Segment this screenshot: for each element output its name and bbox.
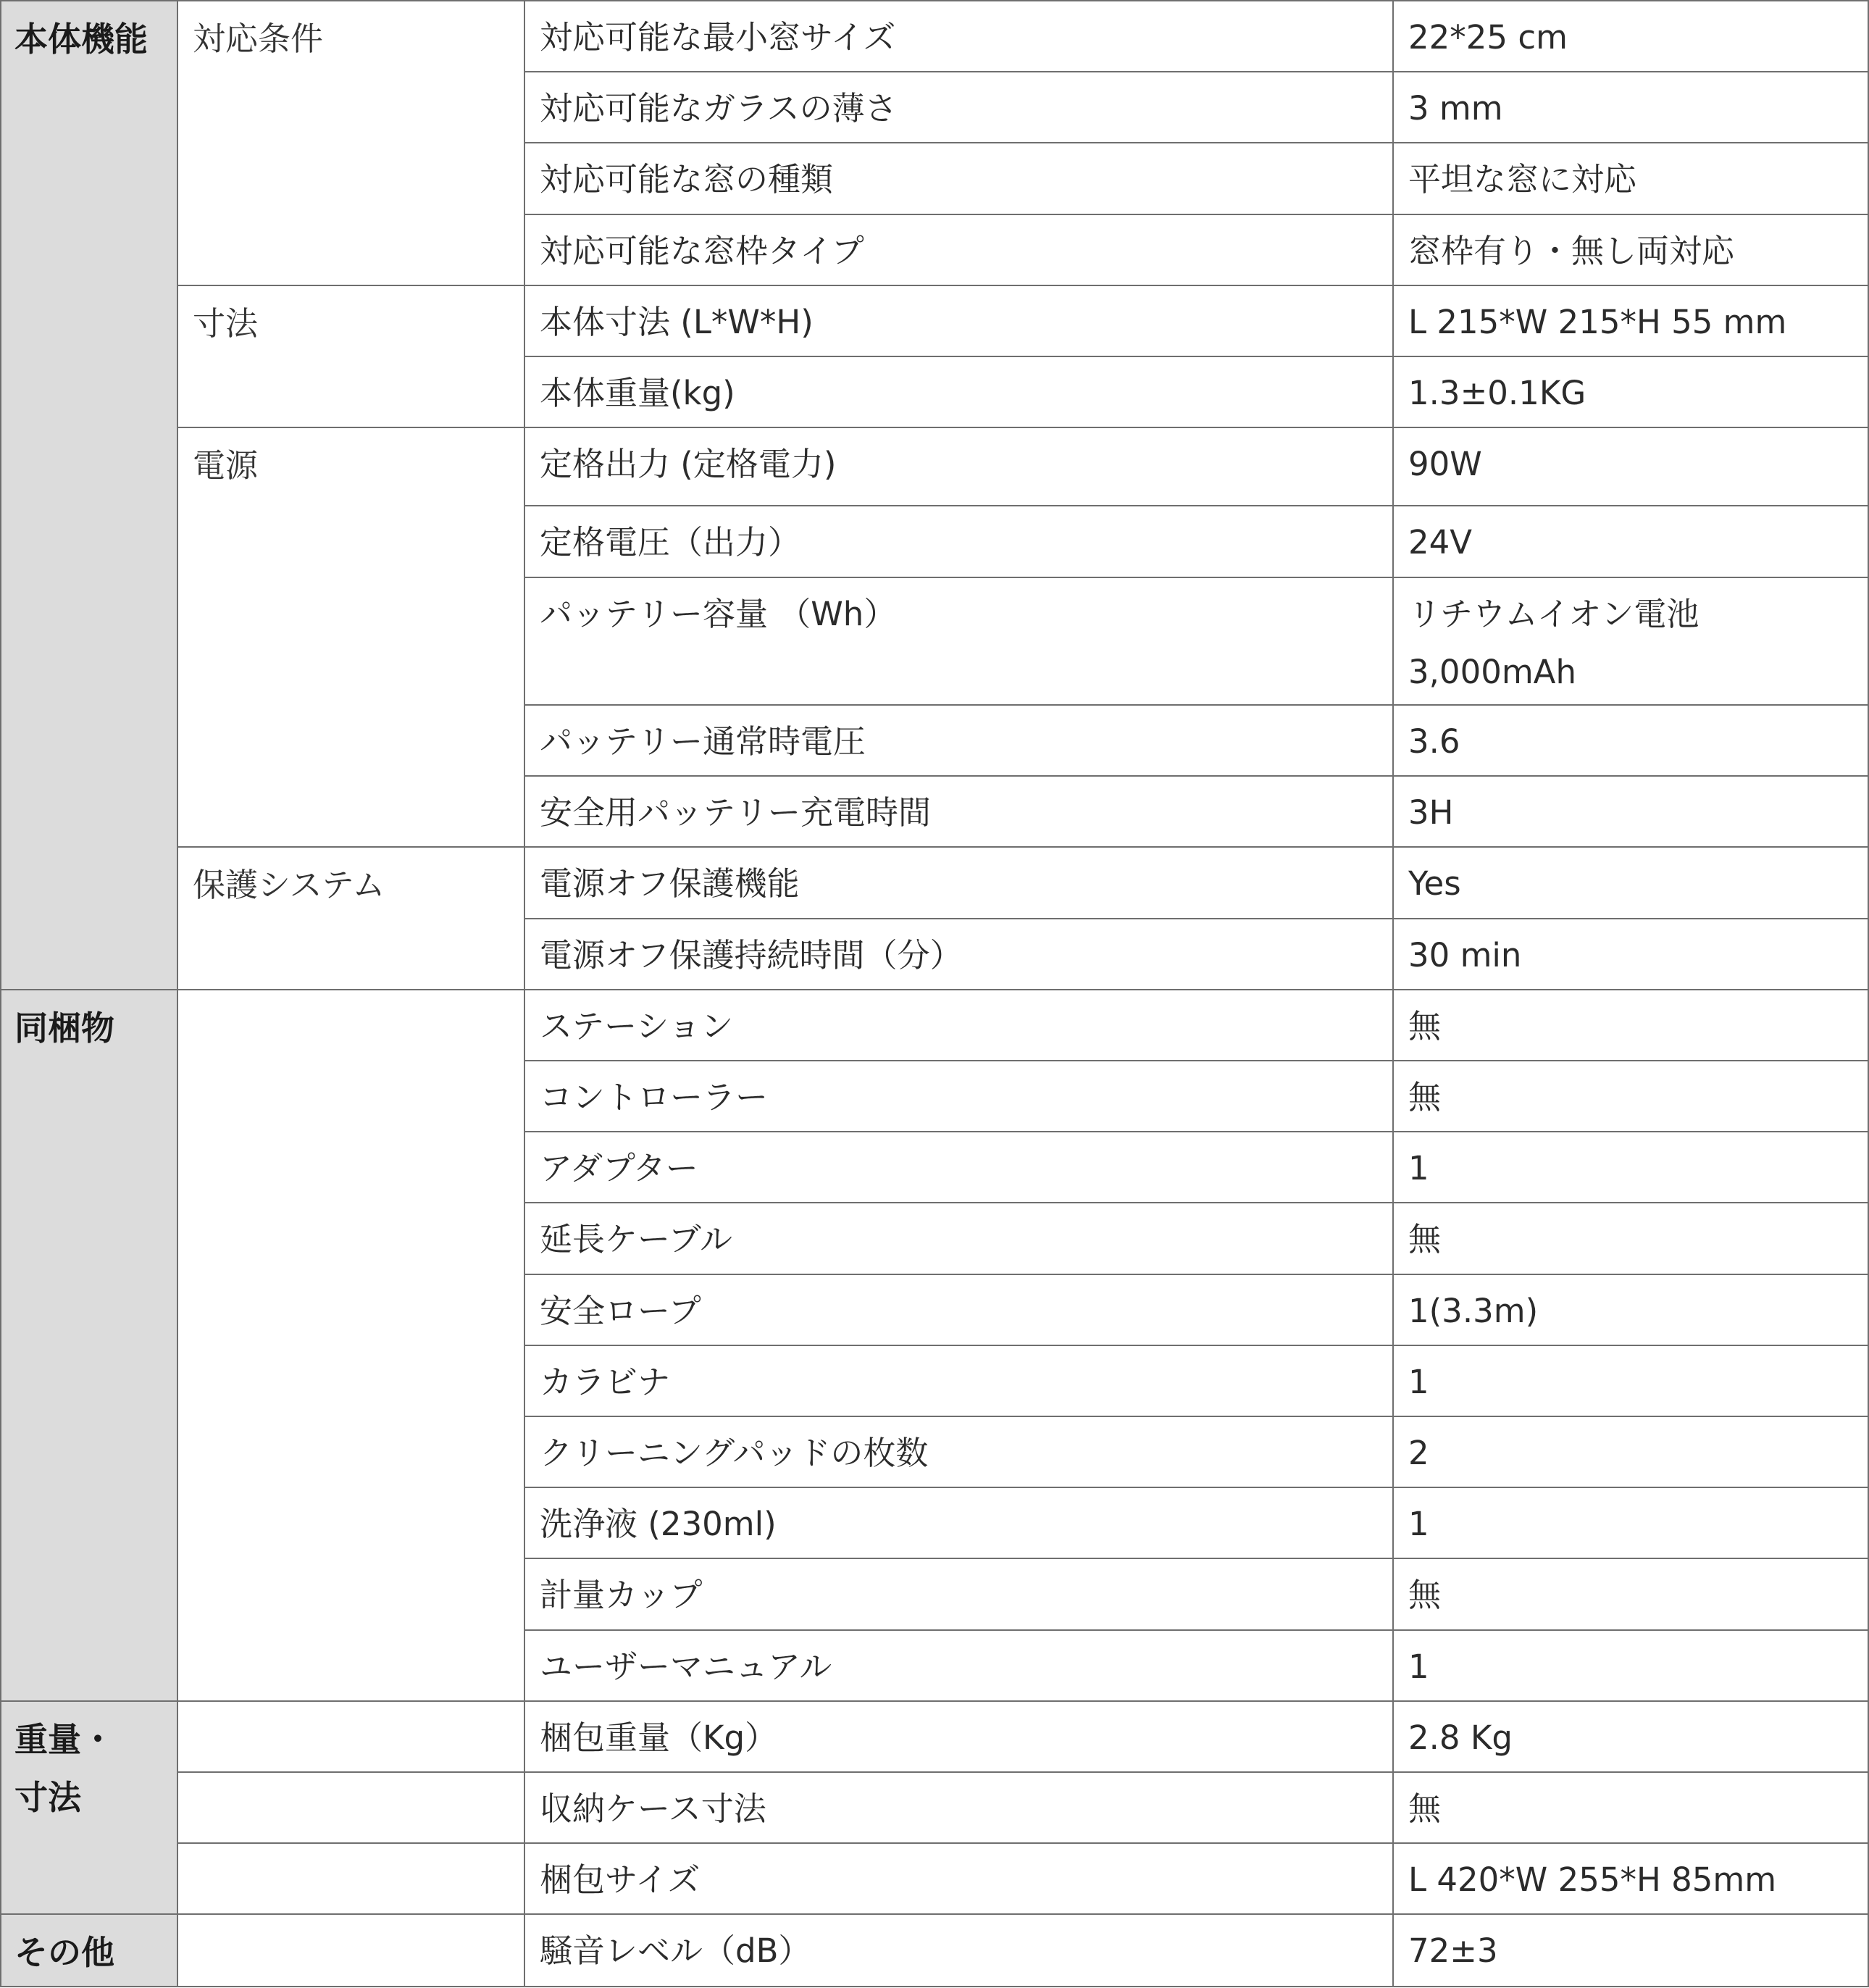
row-label: 安全用パッテリー充電時間	[524, 776, 1393, 847]
row-label: 対応可能なガラスの薄さ	[524, 72, 1393, 143]
row-value: 24V	[1393, 506, 1868, 577]
section-header-other: その他	[1, 1914, 177, 1987]
row-label: パッテリー容量 （Wh）	[524, 577, 1393, 705]
table-row	[1, 1843, 1868, 1914]
row-label: 本体重量(kg)	[524, 356, 1393, 427]
row-label: 安全ロープ	[524, 1274, 1393, 1345]
row-value: 無	[1393, 1558, 1868, 1629]
table-row	[1, 1, 1868, 72]
row-label: ユーザーマニュアル	[524, 1630, 1393, 1701]
row-label: カラビナ	[524, 1345, 1393, 1416]
row-label: 計量カップ	[524, 1558, 1393, 1629]
row-label: 電源オフ保護機能	[524, 847, 1393, 918]
table-row	[1, 285, 1868, 356]
row-label: 騒音レベル（dB）	[524, 1914, 1393, 1987]
subsection-empty	[177, 1701, 524, 1772]
subsection-empty	[177, 990, 524, 1701]
section-header-weight-dimensions: 重量・ 寸法	[1, 1701, 177, 1915]
row-value: 30 min	[1393, 919, 1868, 990]
row-value: 1	[1393, 1487, 1868, 1558]
row-label: 延長ケーブル	[524, 1203, 1393, 1274]
row-label: 対応可能な窓の種類	[524, 143, 1393, 214]
row-label: アダプター	[524, 1132, 1393, 1203]
row-value: 無	[1393, 1203, 1868, 1274]
row-value: 1	[1393, 1630, 1868, 1701]
subsection-protection: 保護システム	[177, 847, 524, 989]
row-label: 収納ケース寸法	[524, 1772, 1393, 1843]
row-value: 72±3	[1393, 1914, 1868, 1987]
row-value: 1	[1393, 1345, 1868, 1416]
row-value: 無	[1393, 990, 1868, 1061]
row-label: 梱包サイズ	[524, 1843, 1393, 1914]
row-value: L 215*W 215*H 55 mm	[1393, 285, 1868, 356]
row-value: 窓枠有り・無し両対応	[1393, 214, 1868, 285]
row-value: 無	[1393, 1061, 1868, 1132]
row-value: 3.6	[1393, 705, 1868, 776]
row-label: 対応可能な窓枠タイプ	[524, 214, 1393, 285]
subsection-empty	[177, 1914, 524, 1987]
table-row	[1, 847, 1868, 918]
row-label: 電源オフ保護持続時間（分）	[524, 919, 1393, 990]
row-label: 定格電圧（出力）	[524, 506, 1393, 577]
row-value: 平坦な窓に対応	[1393, 143, 1868, 214]
subsection-empty	[177, 1843, 524, 1914]
row-label: 洗浄液 (230ml)	[524, 1487, 1393, 1558]
row-label: コントローラー	[524, 1061, 1393, 1132]
row-value: リチウムイオン電池 3,000mAh	[1393, 577, 1868, 705]
table-row	[1, 427, 1868, 506]
row-value: 1	[1393, 1132, 1868, 1203]
row-value: 1.3±0.1KG	[1393, 356, 1868, 427]
row-value: 1(3.3m)	[1393, 1274, 1868, 1345]
row-value: L 420*W 255*H 85mm	[1393, 1843, 1868, 1914]
row-value: 90W	[1393, 427, 1868, 506]
row-label: ステーション	[524, 990, 1393, 1061]
section-header-main-function: 本体機能	[1, 1, 177, 990]
subsection-empty	[177, 1772, 524, 1843]
row-label: パッテリー通常時電圧	[524, 705, 1393, 776]
table-row	[1, 1772, 1868, 1843]
row-value: 3 mm	[1393, 72, 1868, 143]
row-label: 梱包重量（Kg）	[524, 1701, 1393, 1772]
row-value: 2.8 Kg	[1393, 1701, 1868, 1772]
row-label: 定格出力 (定格電力)	[524, 427, 1393, 506]
row-value: 22*25 cm	[1393, 1, 1868, 72]
row-value: 無	[1393, 1772, 1868, 1843]
subsection-dimensions: 寸法	[177, 285, 524, 427]
row-value: 3H	[1393, 776, 1868, 847]
row-value: 2	[1393, 1416, 1868, 1487]
section-header-contents: 同梱物	[1, 990, 177, 1701]
subsection-power: 電源	[177, 427, 524, 847]
table-row	[1, 1914, 1868, 1987]
subsection-conditions: 対応条件	[177, 1, 524, 285]
row-value: Yes	[1393, 847, 1868, 918]
row-label: 本体寸法 (L*W*H)	[524, 285, 1393, 356]
row-label: 対応可能な最小窓サイズ	[524, 1, 1393, 72]
table-row	[1, 990, 1868, 1061]
row-label: クリーニングパッドの枚数	[524, 1416, 1393, 1487]
table-row	[1, 1701, 1868, 1772]
